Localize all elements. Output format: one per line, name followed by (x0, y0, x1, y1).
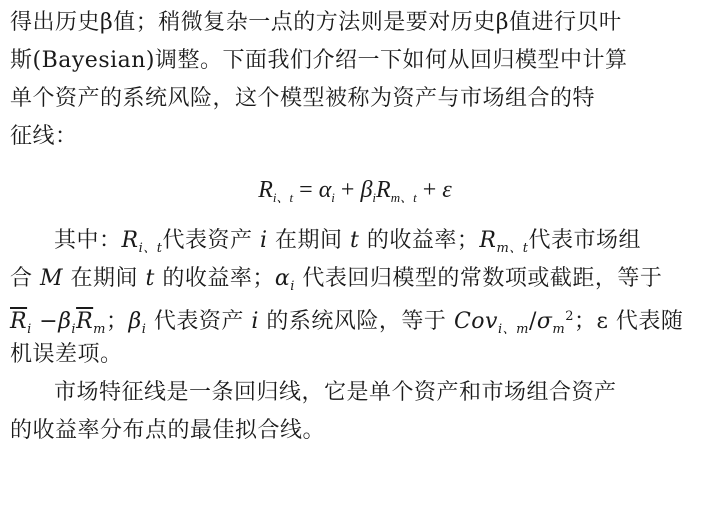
math-symbol: β (128, 309, 142, 334)
text-run: 的收益率； (359, 228, 480, 253)
characteristic-line-formula (10, 164, 700, 216)
math-symbol: R (121, 228, 139, 253)
formula-operator: + (416, 177, 443, 203)
text-run: 在期间 (267, 228, 351, 253)
text-run: ；ε 代表随 (574, 309, 684, 334)
formula-operator: + (334, 177, 361, 203)
math-symbol: t (145, 266, 155, 291)
text-run: 在期间 (63, 266, 146, 291)
formula-term: R (258, 177, 273, 203)
math-subscript: i (141, 322, 147, 337)
math-symbol: R (479, 228, 497, 253)
paragraph-line: 单个资产的系统风险，这个模型被称为资产与市场组合的特 (10, 86, 596, 111)
explanation-line (10, 222, 700, 260)
math-subscript: i (71, 322, 77, 337)
math-superscript: 2 (565, 309, 575, 324)
math-operator: / (528, 309, 537, 334)
math-subscript: i、t (138, 241, 163, 256)
text-run: 代表回归模型的常数项或截距，等于 (294, 266, 663, 291)
text-run: ； (105, 309, 129, 334)
formula-term: R (376, 177, 391, 203)
math-symbol: Cov (453, 309, 498, 334)
math-symbol: α (274, 266, 291, 291)
text-run: 代表资产 (146, 309, 252, 334)
math-subscript: m (93, 322, 106, 337)
math-subscript: m、t (496, 241, 529, 256)
math-symbol: $\overline{R}$ (10, 309, 28, 334)
math-symbol: σ (536, 309, 553, 334)
explanation-line (10, 260, 700, 298)
text-run: 的系统风险，等于 (258, 309, 454, 334)
formula-subscript: i (372, 190, 377, 205)
math-symbol: $\overline{R}$ (76, 309, 94, 334)
explanation-line: 机误差项。 (10, 342, 123, 367)
math-symbol: i (251, 309, 259, 334)
text-run: 代表市场组 (528, 228, 642, 253)
formula-term: ε (442, 177, 452, 203)
formula-term: β (360, 177, 373, 203)
math-subscript: i (290, 279, 295, 294)
paragraph-line: 斯(Bayesian)调整。下面我们介绍一下如何从回归模型中计算 (10, 48, 628, 73)
math-operator: − (31, 309, 59, 334)
math-symbol: i (259, 228, 268, 253)
text-run: 合 (10, 266, 40, 291)
formula-operator: = (293, 177, 319, 203)
paragraph-line: 征线： (10, 124, 78, 149)
math-subscript: i、m (497, 322, 529, 337)
explanation-line (10, 298, 700, 336)
text-run: 代表资产 (162, 228, 260, 253)
math-symbol: M (40, 266, 64, 291)
math-subscript: m (552, 322, 566, 337)
text-run: 的收益率； (154, 266, 275, 291)
math-symbol: t (350, 228, 360, 253)
formula-subscript: i (331, 190, 335, 205)
closing-line: 的收益率分布点的最佳拟合线。 (10, 418, 326, 443)
formula-term: α (318, 177, 332, 203)
math-symbol: β (58, 309, 72, 334)
math-subscript: i (27, 322, 32, 337)
text-run: 其中： (54, 228, 122, 253)
formula-subscript: m、t (390, 190, 417, 205)
closing-line: 市场特征线是一条回归线，它是单个资产和市场组合资产 (54, 380, 617, 405)
paragraph-line: 得出历史β值；稍微复杂一点的方法则是要对历史β值进行贝叶 (10, 10, 622, 35)
formula-subscript: i、t (272, 190, 294, 205)
